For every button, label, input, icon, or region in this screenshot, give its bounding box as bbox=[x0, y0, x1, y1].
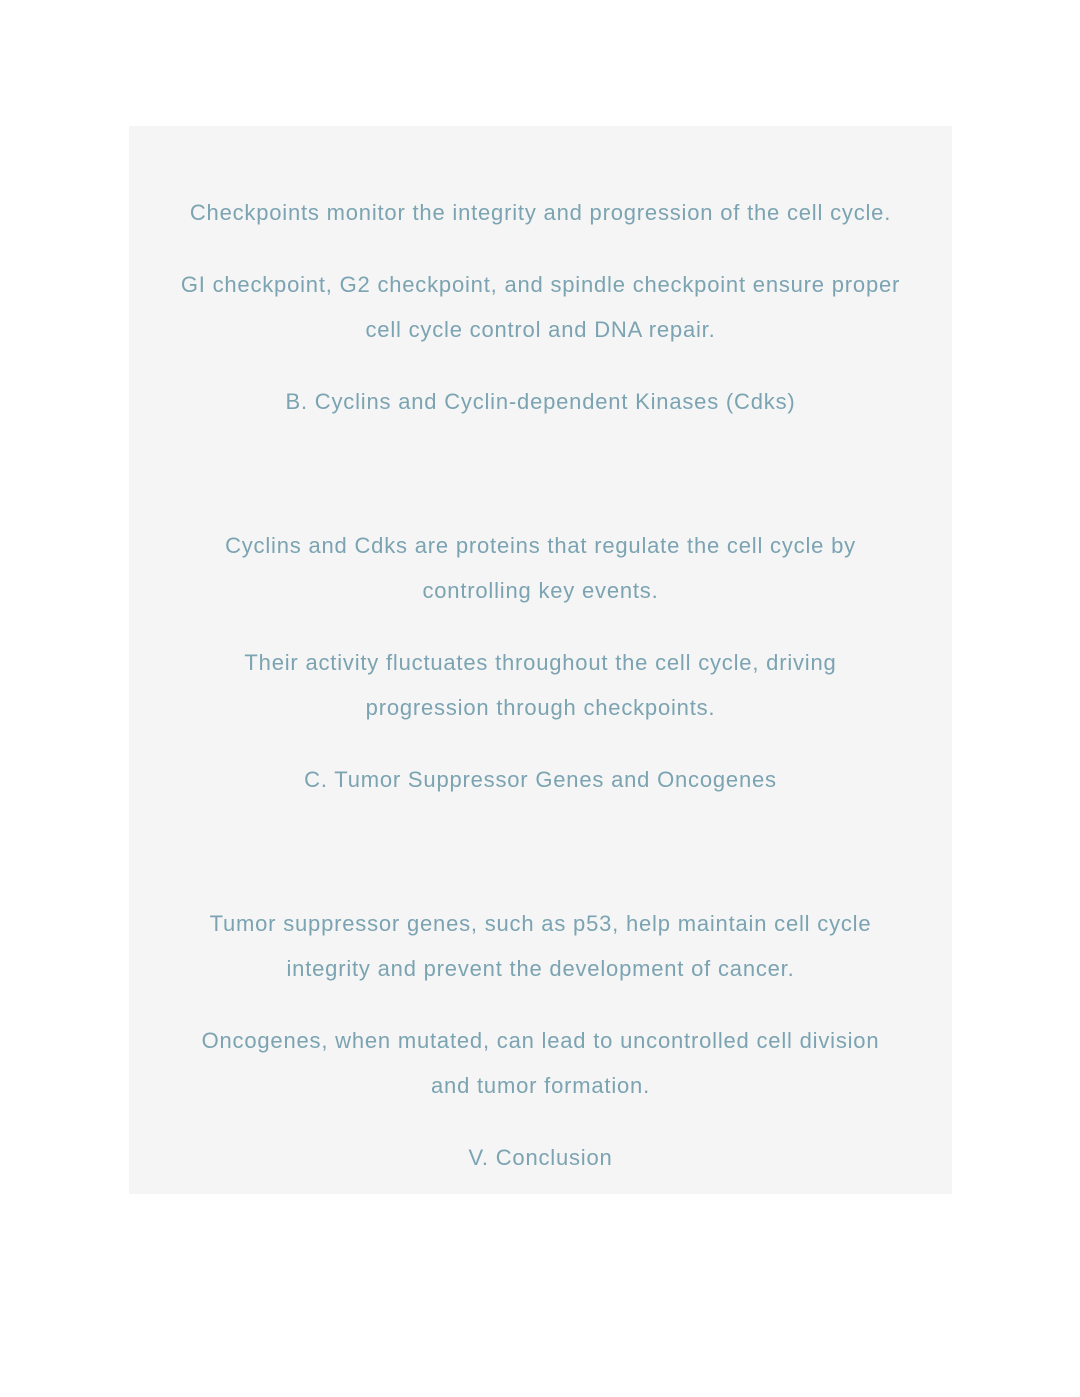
section-heading bbox=[129, 1135, 952, 1180]
text-line: B. Cyclins and Cyclin-dependent Kinases (Cdks) bbox=[285, 389, 796, 414]
paragraph-spacer bbox=[129, 829, 952, 874]
text-line: controlling key events. bbox=[422, 578, 659, 603]
paragraph bbox=[129, 523, 952, 613]
paragraph bbox=[129, 901, 952, 991]
text-line: progression through checkpoints. bbox=[365, 695, 716, 720]
text-line: Checkpoints monitor the integrity and progression of the cell cycle. bbox=[189, 200, 892, 225]
text-line: GI checkpoint, G2 checkpoint, and spindle checkpoint ensure proper bbox=[180, 272, 901, 297]
text-line: and tumor formation. bbox=[431, 1073, 650, 1098]
text-line: Their activity fluctuates throughout the cell cycle, driving bbox=[244, 650, 837, 675]
paragraph-spacer bbox=[129, 451, 952, 496]
text-line: cell cycle control and DNA repair. bbox=[365, 317, 716, 342]
document-sheet bbox=[129, 126, 952, 1194]
section-heading bbox=[129, 757, 952, 802]
paragraph bbox=[129, 190, 952, 235]
paragraph bbox=[129, 262, 952, 352]
text-line: integrity and prevent the development of cancer. bbox=[286, 956, 795, 981]
text-line: Cyclins and Cdks are proteins that regulate the cell cycle by bbox=[225, 533, 856, 558]
text-line: Oncogenes, when mutated, can lead to uncontrolled cell division bbox=[201, 1028, 880, 1053]
section-heading bbox=[129, 379, 952, 424]
paragraph bbox=[129, 1018, 952, 1108]
text-line: Tumor suppressor genes, such as p53, help maintain cell cycle bbox=[209, 911, 872, 936]
paragraph bbox=[129, 640, 952, 730]
text-line: C. Tumor Suppressor Genes and Oncogenes bbox=[304, 767, 777, 792]
text-line: V. Conclusion bbox=[468, 1145, 613, 1170]
document-blocks-container bbox=[129, 190, 952, 1180]
